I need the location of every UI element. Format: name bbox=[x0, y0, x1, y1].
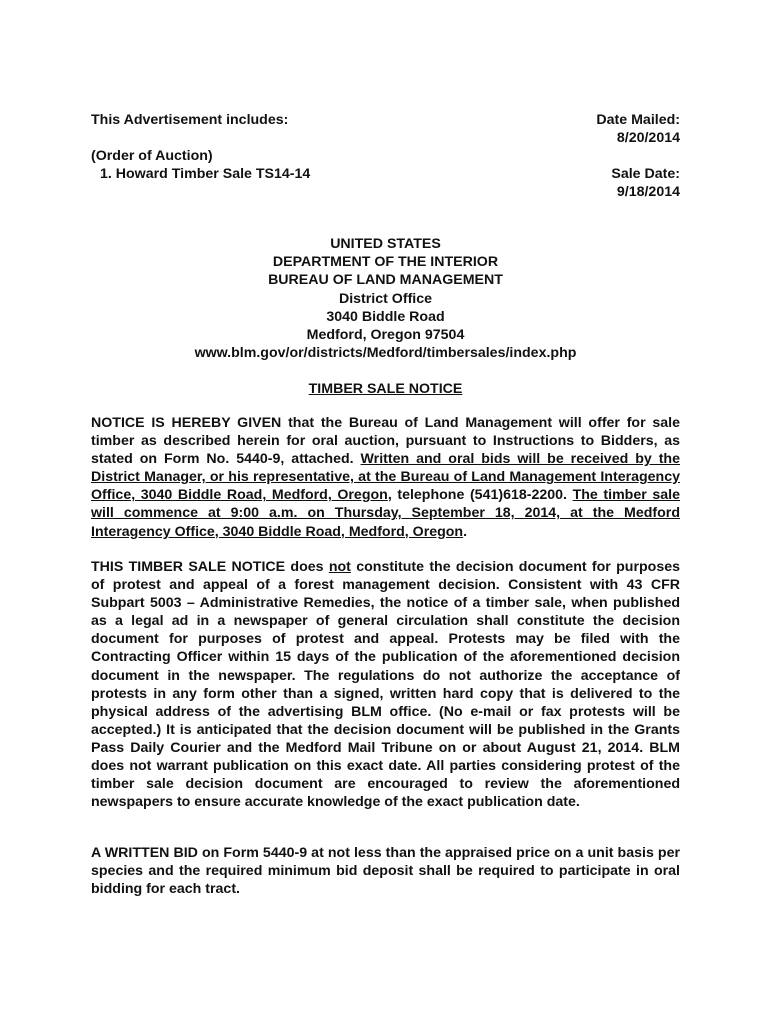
notice-title: TIMBER SALE NOTICE bbox=[308, 381, 463, 397]
written-bid-paragraph: A WRITTEN BID on Form 5440-9 at not less than the appraised price on a unit basis per species and the required minimum bid deposit shall be required to participate in oral bidding for each tract. bbox=[91, 845, 680, 898]
protest-paragraph: THIS TIMBER SALE NOTICE does not constitute the decision document for purposes of protest and appeal of a forest management decision. Consistent with 43 CFR Subpart 5003 – Administrative Remedies, the notice of a timber sale, when published as a legal ad in a newspaper of general circulation shall constitute the decision document for purposes of protest and appeal. Protests may be filed with the Contracting Officer within 15 days of the publication of the aforementioned decision document in the newspaper. The regulations do not authorize the acceptance of protests in any form other than a signed, written hard copy that is delivered to the physical address of the advertising BLM office. (No e-mail or fax protests will be accepted.) It is anticipated that the decision document will be published in the Grants Pass Daily Courier and the Medford Mail Tribune on or about August 21, 2014. BLM does not warrant publication on this exact date. All parties considering protest of the timber sale decision document are encouraged to review the aforementioned newspapers to ensure accurate knowledge of the exact publication date. bbox=[91, 559, 680, 811]
bids-received-text: Written and oral bids will be received by the District Manager, or his representative, at the Bureau of Land Management Interagency Office, 3040 Biddle Road, Medford, Oregon bbox=[91, 451, 680, 504]
agency-address-block bbox=[91, 235, 680, 362]
agency-line: 3040 Biddle Road bbox=[326, 308, 445, 325]
order-of-auction-label: (Order of Auction) bbox=[91, 148, 213, 164]
agency-line: BUREAU OF LAND MANAGEMENT bbox=[268, 272, 503, 289]
date-mailed-label: Date Mailed: bbox=[596, 112, 680, 128]
agency-line: District Office bbox=[338, 290, 433, 307]
agency-line: Medford, Oregon 97504 bbox=[306, 327, 465, 344]
notice-paragraph: NOTICE IS HEREBY GIVEN that the Bureau of Land Management will offer for sale timber as described herein for oral auction, pursuant to Instructions to Bidders, as stated on Form No. 5440-9, attached. Written and oral bids will be received by the District Manager, or his representative, at the Bureau of Land Management Interagency Office, 3040 Biddle Road, Medford, Oregon, telephone (541)618-2200. The timber sale will commence at 9:00 a.m. on Thursday, September 18, 2014, at the Medford Interagency Office, 3040 Biddle Road, Medford, Oregon. bbox=[91, 415, 680, 540]
date-mailed-value: 8/20/2014 bbox=[616, 130, 680, 146]
advertisement-includes-block bbox=[91, 111, 310, 183]
telephone-text: , telephone (541)618-2200. bbox=[387, 487, 573, 504]
sale-commence-text: The timber sale will commence at 9:00 a.m. on Thursday, September 18, 2014, at the Medford Interagency Office, 3040 Biddle Road, Medford, Oregon bbox=[91, 487, 680, 540]
not-emphasis: not bbox=[328, 559, 351, 575]
agency-line: DEPARTMENT OF THE INTERIOR bbox=[272, 254, 499, 271]
sale-date-label: Sale Date: bbox=[611, 166, 680, 182]
includes-label: This Advertisement includes: bbox=[91, 112, 289, 128]
agency-line: UNITED STATES bbox=[330, 236, 441, 252]
sale-date-value: 9/18/2014 bbox=[616, 184, 680, 200]
dates-block bbox=[596, 111, 680, 201]
agency-website: www.blm.gov/or/districts/Medford/timbersales/index.php bbox=[194, 345, 577, 362]
notice-text: NOTICE IS HEREBY GIVEN that the Bureau of Land Management will offer for sale timber as described herein for oral auction, pursuant to Instructions to Bidders, as stated on Form No. 5440-9, attached. bbox=[91, 415, 680, 468]
sale-item: 1. Howard Timber Sale TS14-14 bbox=[100, 166, 311, 182]
